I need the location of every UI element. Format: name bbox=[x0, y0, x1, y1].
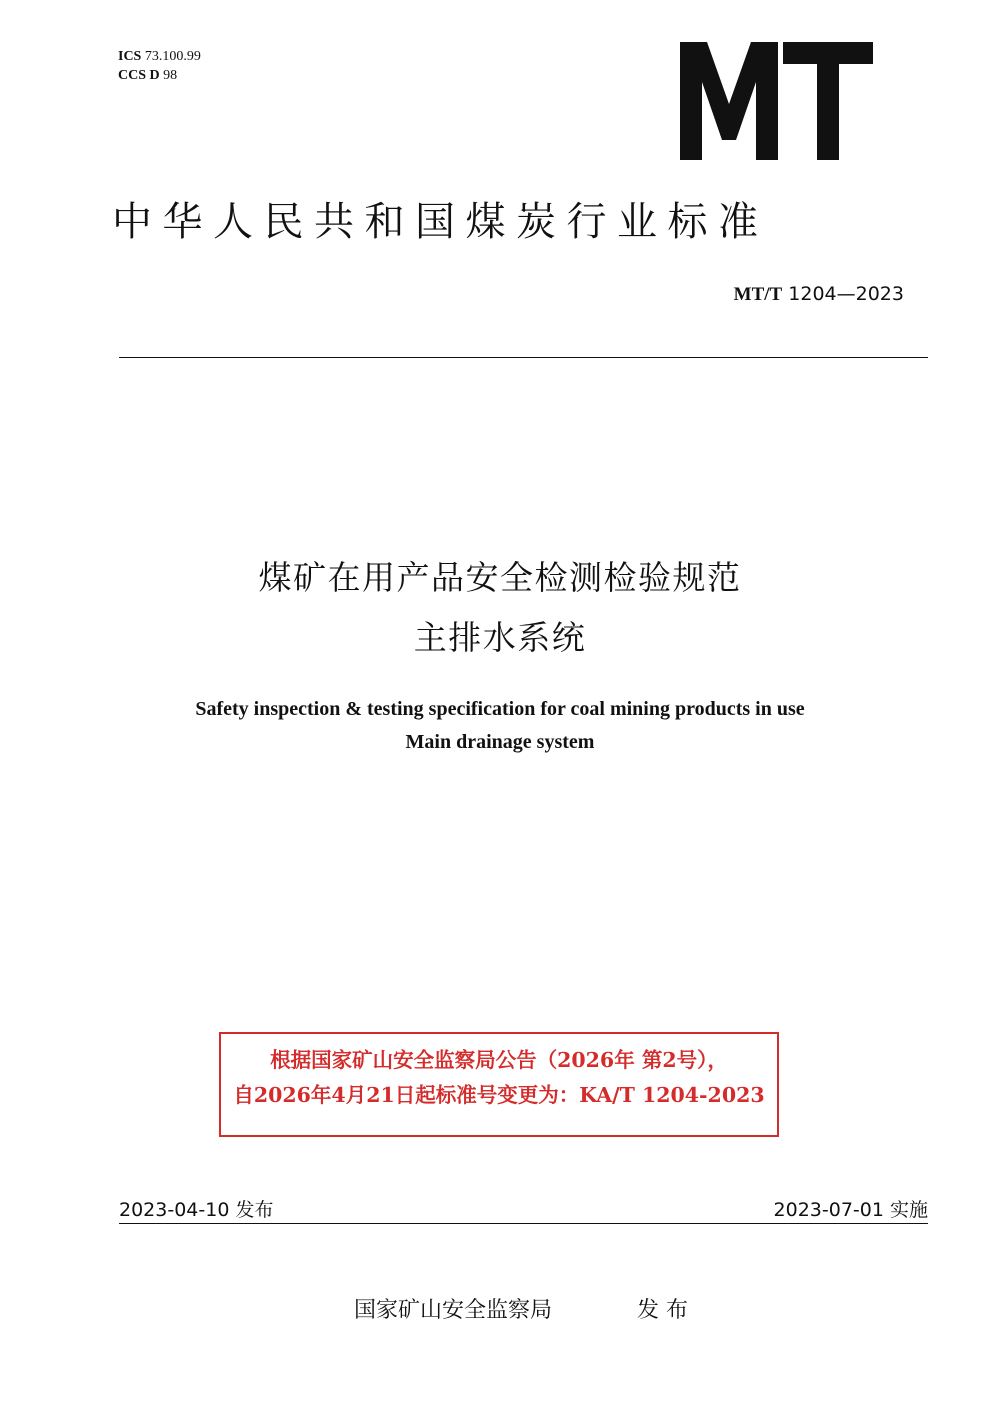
footer-divider bbox=[119, 1223, 928, 1224]
notice-line-2: 自2026年4月21日起标准号变更为：KA/T 1204-2023 bbox=[233, 1083, 765, 1107]
header-divider bbox=[119, 357, 928, 358]
issuer-action: 发 布 bbox=[637, 1298, 688, 1323]
publish-date: 2023-04-10 发布 bbox=[119, 1199, 274, 1221]
ics-value: 73.100.99 bbox=[144, 49, 201, 64]
implement-date: 2023-07-01 实施 bbox=[773, 1199, 928, 1221]
renumbering-notice-box bbox=[219, 1032, 779, 1137]
mt-logo bbox=[680, 42, 873, 160]
ccs-value: 98 bbox=[163, 68, 178, 83]
classification-codes bbox=[118, 47, 201, 85]
standard-code-prefix: MT/T bbox=[733, 284, 783, 305]
issuer-name: 国家矿山安全监察局 bbox=[354, 1298, 553, 1323]
title-en-line2: Main drainage system bbox=[405, 731, 595, 753]
ccs-label: CCS D bbox=[118, 68, 160, 83]
title-zh-line2: 主排水系统 bbox=[413, 618, 587, 657]
title-en-line1: Safety inspection & testing specification for coal mining products in use bbox=[195, 698, 805, 720]
standard-category-title: 中华人民共和国煤炭行业标准 bbox=[112, 199, 769, 245]
ics-line bbox=[118, 47, 201, 66]
ccs-line bbox=[118, 66, 201, 85]
standard-code bbox=[734, 283, 904, 306]
mt-logo-shape bbox=[680, 42, 873, 160]
standard-code-number: 1204—2023 bbox=[788, 283, 904, 305]
notice-line-1: 根据国家矿山安全监察局公告（2026年 第2号）， bbox=[270, 1048, 728, 1072]
ics-label: ICS bbox=[118, 49, 142, 64]
title-zh-line1: 煤矿在用产品安全检测检验规范 bbox=[258, 558, 742, 597]
